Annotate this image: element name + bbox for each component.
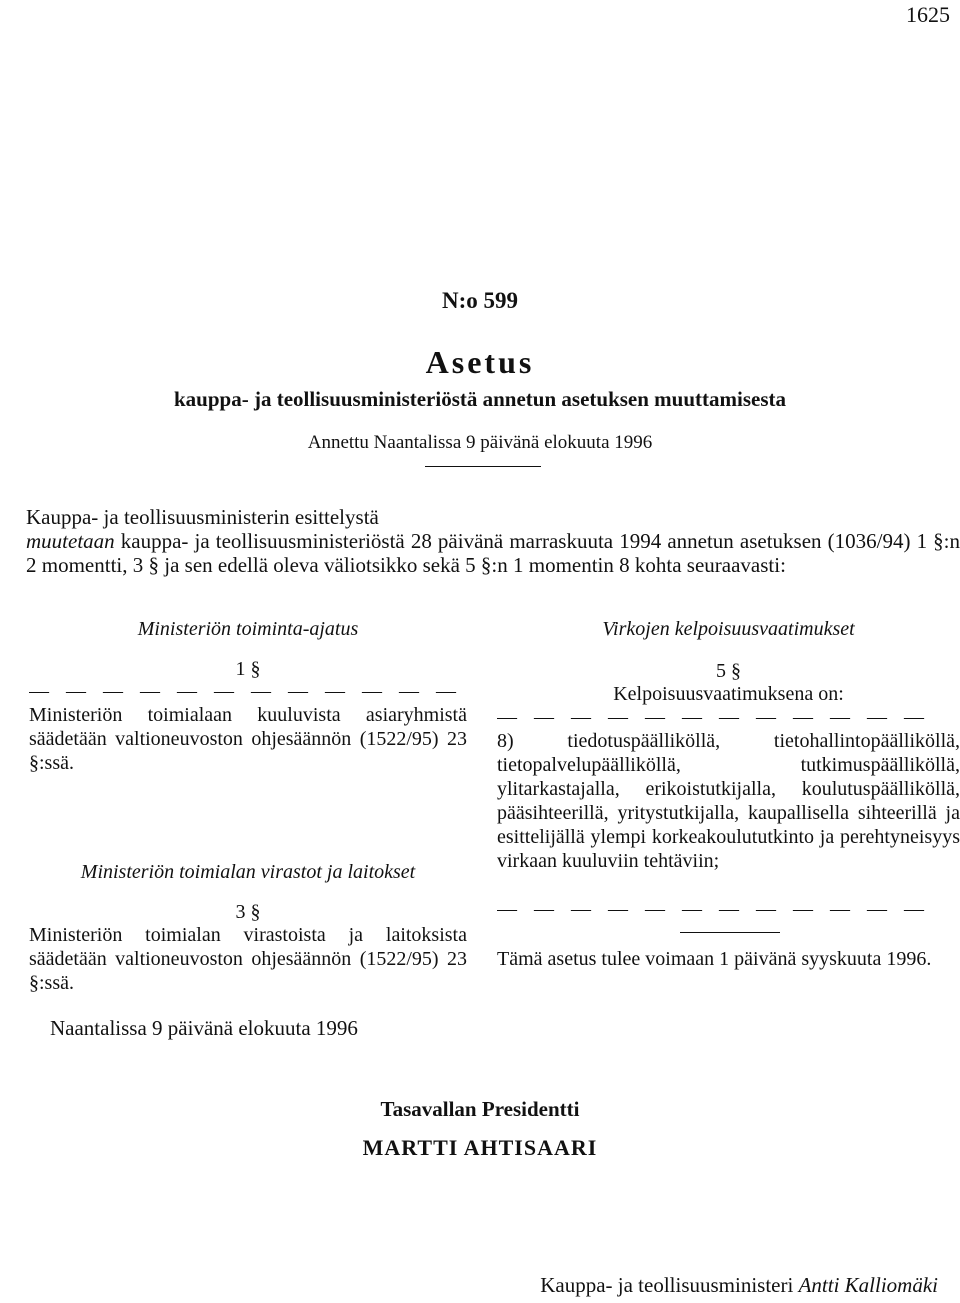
section-1-number: 1 § (235, 658, 261, 680)
given-date: Annettu Naantalissa 9 päivänä elokuuta 1996 (307, 432, 653, 453)
intro-paragraph (26, 505, 960, 577)
section-heading: Virkojen kelpoisuusvaatimukset (602, 618, 855, 640)
divider (680, 932, 780, 933)
minister-signature (540, 1273, 938, 1298)
intro-verb: muutetaan (26, 529, 115, 553)
intro-text (26, 529, 960, 577)
entry-into-force: Tämä asetus tulee voimaan 1 päivänä syyskuuta 1996. (497, 948, 932, 970)
left-heading-1 (29, 617, 467, 641)
omission-dashes: — — — — — — — — — — — — (497, 706, 930, 728)
intro-line: Kauppa- ja teollisuusministerin esittelystä (26, 505, 379, 529)
page-title: Asetus (425, 344, 535, 380)
signature-title: Tasavallan Presidentti (380, 1097, 580, 1121)
signature-name: MARTTI AHTISAARI (362, 1135, 598, 1160)
decree-number: N:o 599 (441, 288, 519, 313)
section-heading: Ministeriön toiminta-ajatus (137, 618, 359, 640)
section-5-intro: Kelpoisuusvaatimuksena on: (613, 683, 844, 705)
minister-name: Antti Kalliomäki (798, 1273, 938, 1297)
minister-title: Kauppa- ja teollisuusministeri (540, 1273, 794, 1297)
section-1-text: Ministeriön toimialaan kuuluvista asiaryhmistä säädetään valtioneuvoston ohjesäännön (1522/95) 23 §:ssä. (29, 704, 467, 774)
intro-rest: kauppa- ja teollisuusministeriöstä 28 päivänä marraskuuta 1994 annetun asetuksen (1036/94) 1 §:n 2 momentti, 3 § ja sen edellä oleva väliotsikko sekä 5 §:n 1 momentin 8 kohta seuraavasti: (26, 529, 960, 577)
decree-subtitle: kauppa- ja teollisuusministeriöstä annetun asetuksen muuttamisesta (174, 387, 786, 411)
section-3-text: Ministeriön toimialan virastoista ja laitoksista säädetään valtioneuvoston ohjesäännön (1522/95) 23 §:ssä. (29, 924, 467, 994)
place-date: Naantalissa 9 päivänä elokuuta 1996 (50, 1016, 358, 1040)
omission-dashes: — — — — — — — — — — — — (29, 680, 462, 702)
section-5-number: 5 § (716, 660, 741, 682)
omission-dashes: — — — — — — — — — — — — (497, 898, 930, 920)
item-8-text: 8) tiedotuspäälliköllä, tietohallintopäälliköllä, tietopalvelupäälliköllä, tutkimuspäälliköllä, ylitarkastajalla, erikoistutkijalla, koulutuspäälliköllä, pääsihteerillä, yritystutkijalla, kaupallisella sihteerillä ja esittelijällä ylempi korkeakoulututkinto ja perehtyneisyys virkaan kuuluviin tehtäviin; (497, 730, 960, 872)
page-number: 1625 (906, 2, 950, 27)
section-3-number: 3 § (235, 901, 261, 923)
right-heading (497, 617, 960, 641)
section-heading: Ministeriön toimialan virastot ja laitokset (80, 861, 416, 883)
left-heading-2 (29, 860, 467, 884)
divider (425, 466, 541, 467)
